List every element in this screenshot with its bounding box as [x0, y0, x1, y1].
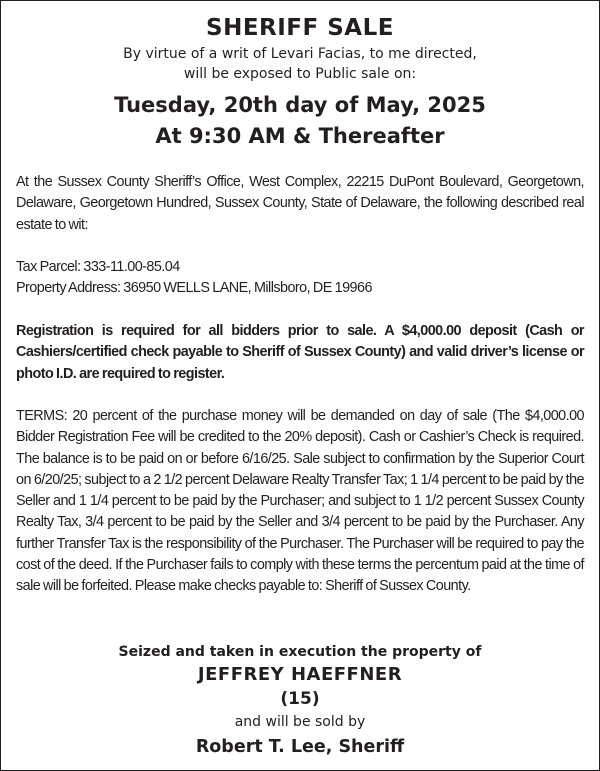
- tax-parcel: Tax Parcel: 333-11.00-85.04: [16, 259, 180, 275]
- sale-date: Tuesday, 20th day of May, 2025: [114, 93, 486, 117]
- sale-location-paragraph: At the Sussex County Sheriff’s Office, West Complex, 22215 DuPont Boulevard, Georgetown, Delaware, Georgetown Hundred, Sussex County, State of Delaware, the following described real estate to wit:: [16, 174, 584, 233]
- sale-time: At 9:30 AM & Thereafter: [155, 124, 445, 148]
- notice-title: SHERIFF SALE: [206, 15, 394, 41]
- case-number: (15): [280, 689, 320, 709]
- sale-date-block: [1, 90, 599, 152]
- terms-paragraph: TERMS: 20 percent of the purchase money will be demanded on day of sale (The $4,000.00 Bidder Registration Fee will be credited to the 20% deposit). Cash or Cashier’s Check is required. The balance is to be paid on or before 6/16/25. Sale subject to confirmation by the Superior Court on 6/20/25; subject to a 2 1/2 percent Delaware Realty Transfer Tax; 1 1/4 percent to be paid by the Seller and 1 1/4 percent to be paid by the Purchaser; and subject to 1 1/2 percent Sussex County Realty Tax, 3/4 percent to be paid by the Seller and 3/4 percent to be paid by the Purchaser. Any further Transfer Tax is the responsibility of the Purchaser. The Purchaser will be required to pay the cost of the deed. If the Purchaser fails to comply with these terms the percentum paid at the time of sale will be forfeited. Please make checks payable to: Sheriff of Sussex County.: [16, 408, 584, 595]
- property-details: [16, 257, 584, 300]
- subtitle-line: will be exposed to Public sale on:: [183, 66, 417, 82]
- property-address: Property Address: 36950 WELLS LANE, Millsboro, DE 19966: [16, 280, 372, 297]
- notice-subtitle: [1, 44, 599, 84]
- registration-paragraph: Registration is required for all bidders prior to sale. A $4,000.00 deposit (Cash or Cashiers/certified check payable to Sheriff of Sussex County) and valid driver’s license or photo I.D. are required to register.: [16, 323, 584, 382]
- defendant-name: JEFFREY HAEFFNER: [197, 664, 403, 685]
- seized-line: Seized and taken in execution the property of: [118, 644, 482, 660]
- sheriff-name: Robert T. Lee, Sheriff: [195, 737, 405, 757]
- subtitle-line: By virtue of a writ of Levari Facias, to me directed,: [123, 46, 477, 62]
- sold-by-line: and will be sold by: [234, 714, 366, 730]
